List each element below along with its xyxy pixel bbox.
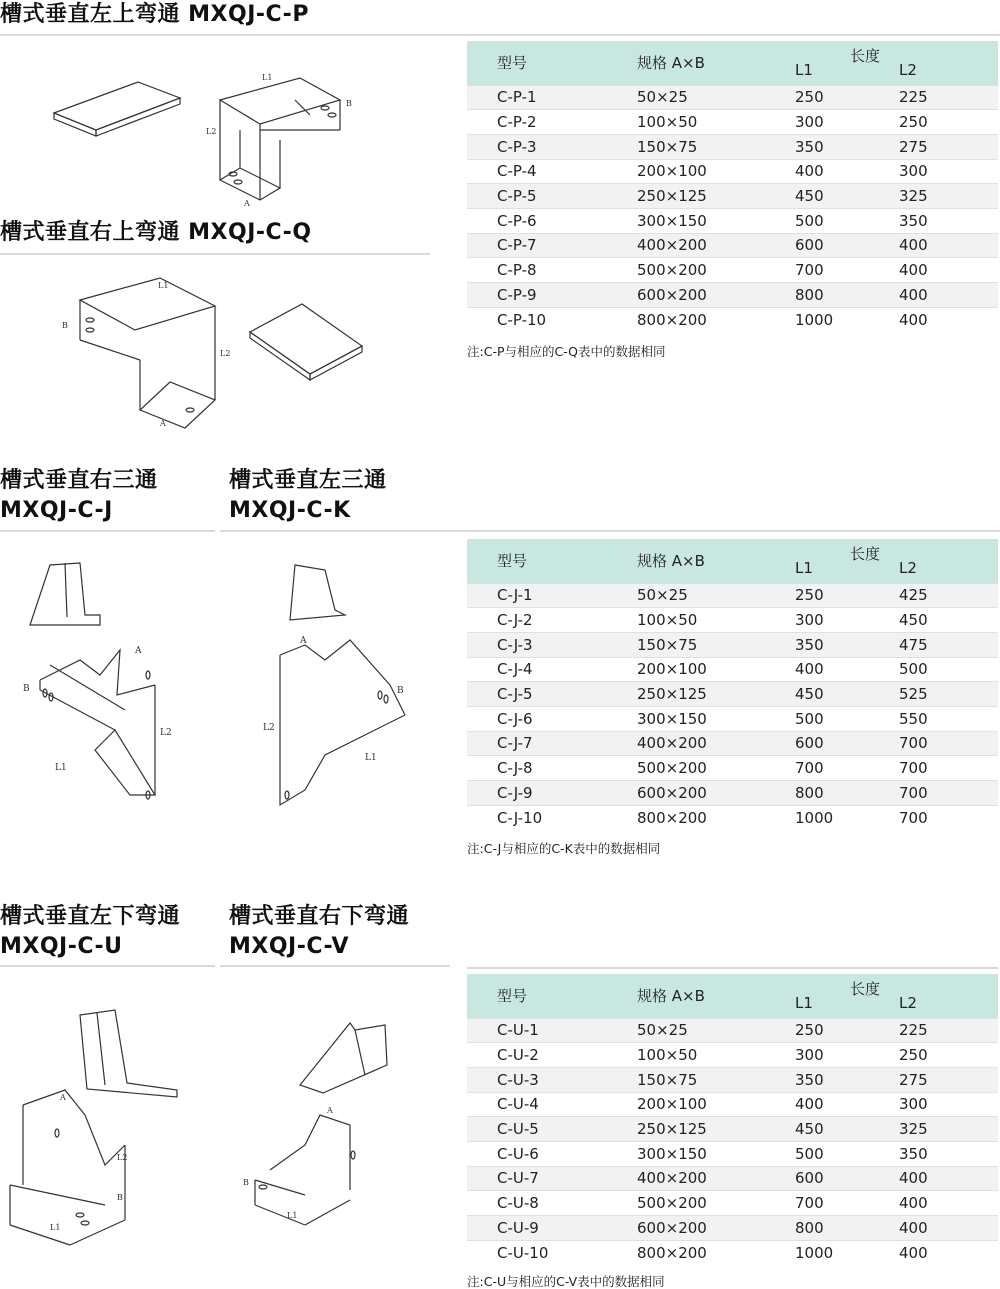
- label-v-a: A: [327, 1106, 333, 1115]
- header-spec: 规格 A×B: [637, 987, 705, 1006]
- table-row: C-U-4 200×100 400 300: [467, 1092, 998, 1117]
- label-q-l1: L1: [158, 281, 169, 290]
- diagram-right-up-elbow: [40, 270, 370, 440]
- section-u-title: 槽式垂直左下弯通: [0, 904, 181, 929]
- table-row: C-P-7 400×200 600 400: [467, 233, 998, 258]
- diagram-vertical-down-elbows: [5, 1005, 425, 1265]
- table-row: C-U-2 100×50 300 250: [467, 1043, 998, 1068]
- section-p-title: 槽式垂直左上弯通 MXQJ-C-P: [0, 2, 309, 27]
- elbow-q-shape: [80, 278, 215, 428]
- header-l2-label: L2: [899, 993, 917, 1012]
- cover-plate-q-shape: [250, 304, 362, 380]
- table-p-note: 注:C-P与相应的C-Q表中的数据相同: [467, 344, 666, 359]
- spec-table-p: [467, 41, 998, 332]
- cover-plate-shape: [54, 82, 180, 136]
- label-j-l1: L1: [55, 763, 67, 773]
- section-table3-divider: [467, 967, 998, 969]
- table-row: C-U-3 150×75 350 275: [467, 1067, 998, 1092]
- label-q-b: B: [62, 321, 68, 330]
- elbow-v-shape: [255, 1023, 387, 1225]
- label-l1: L1: [262, 73, 273, 82]
- table-row: C-P-8 500×200 700 400: [467, 258, 998, 283]
- header-length: 长度: [850, 980, 881, 998]
- elbow-u-shape: [10, 1010, 177, 1245]
- header-spec: 规格 A×B: [637, 552, 705, 571]
- header-length: 长度: [850, 545, 881, 563]
- header-l1: [795, 41, 899, 85]
- section-u-code: MXQJ-C-U: [0, 934, 123, 959]
- label-k-a: A: [300, 636, 307, 646]
- label-k-l2: L2: [263, 723, 275, 733]
- table-row: C-P-6 300×150 500 350: [467, 208, 998, 233]
- table-row: C-J-10 800×200 1000 700: [467, 805, 998, 830]
- section-j-title: 槽式垂直右三通: [0, 468, 158, 493]
- section-v-title: 槽式垂直右下弯通: [229, 904, 410, 929]
- header-l1: [795, 539, 899, 583]
- diagram-left-up-elbow: [40, 70, 360, 220]
- table-row: C-J-2 100×50 300 450: [467, 608, 998, 633]
- label-j-a: A: [135, 646, 142, 656]
- section-q-divider: [0, 253, 430, 255]
- table-row: C-J-4 200×100 400 500: [467, 657, 998, 682]
- section-v-code: MXQJ-C-V: [229, 934, 350, 959]
- label-a: A: [244, 199, 250, 208]
- label-b: B: [346, 99, 352, 108]
- table-row: C-U-8 500×200 700 400: [467, 1191, 998, 1216]
- section-j-divider: [0, 530, 215, 532]
- label-l2: L2: [206, 127, 217, 136]
- table-u-note: 注:C-U与相应的C-V表中的数据相同: [467, 1274, 665, 1289]
- header-l2-label: L2: [899, 558, 917, 577]
- section-k-title: 槽式垂直左三通: [229, 468, 387, 493]
- header-l1-label: L1: [795, 60, 813, 79]
- table-row: C-U-5 250×125 450 325: [467, 1117, 998, 1142]
- label-j-l2: L2: [160, 728, 172, 738]
- diagram-vertical-tees: [5, 555, 425, 835]
- table-j-note: 注:C-J与相应的C-K表中的数据相同: [467, 841, 661, 856]
- table-row: C-P-10 800×200 1000 400: [467, 307, 998, 332]
- table-row: C-U-7 400×200 600 400: [467, 1166, 998, 1191]
- section-j-code: MXQJ-C-J: [0, 498, 113, 523]
- spec-table-u: [467, 974, 998, 1265]
- label-u-l1: L1: [50, 1223, 61, 1232]
- table-row: C-P-2 100×50 300 250: [467, 110, 998, 135]
- table-row: C-U-9 600×200 800 400: [467, 1216, 998, 1241]
- table-row: C-U-1 50×25 250 225: [467, 1018, 998, 1043]
- table-row: C-J-9 600×200 800 700: [467, 781, 998, 806]
- table-row: C-P-4 200×100 400 300: [467, 159, 998, 184]
- header-l1-label: L1: [795, 558, 813, 577]
- label-u-a: A: [60, 1093, 66, 1102]
- label-q-l2: L2: [220, 349, 231, 358]
- spec-table-j: [467, 539, 998, 830]
- elbow-shape: [220, 78, 340, 200]
- section-k-divider: [220, 530, 1000, 532]
- table-header-row: [467, 974, 998, 1018]
- table-row: C-P-5 250×125 450 325: [467, 184, 998, 209]
- header-model: 型号: [497, 987, 528, 1006]
- header-l1-label: L1: [795, 993, 813, 1012]
- label-q-a: A: [160, 419, 166, 428]
- header-model: 型号: [497, 552, 528, 571]
- table-row: C-U-6 300×150 500 350: [467, 1141, 998, 1166]
- label-v-l1: L1: [287, 1211, 298, 1220]
- table-row: C-J-1 50×25 250 425: [467, 583, 998, 608]
- table-row: C-J-5 250×125 450 525: [467, 682, 998, 707]
- table-row: C-P-9 600×200 800 400: [467, 283, 998, 308]
- label-k-l1: L1: [365, 753, 377, 763]
- table-row: C-P-3 150×75 350 275: [467, 134, 998, 159]
- table-row: C-J-8 500×200 700 700: [467, 756, 998, 781]
- header-l2: [850, 41, 998, 85]
- label-j-b: B: [23, 684, 30, 694]
- table-row: C-J-3 150×75 350 475: [467, 632, 998, 657]
- header-length: 长度: [850, 47, 881, 65]
- table-header-row: [467, 41, 998, 85]
- section-q-title: 槽式垂直右上弯通 MXQJ-C-Q: [0, 220, 312, 245]
- section-v-divider: [220, 965, 450, 967]
- tee-k-shape: [280, 565, 405, 805]
- header-spec: 规格 A×B: [637, 54, 705, 73]
- section-u-divider: [0, 965, 215, 967]
- section-k-code: MXQJ-C-K: [229, 498, 351, 523]
- header-l2: [850, 539, 998, 583]
- label-u-l2: L2: [117, 1153, 128, 1162]
- label-v-b: B: [243, 1178, 249, 1187]
- table-row: C-P-1 50×25 250 225: [467, 85, 998, 110]
- tee-j-shape: [30, 563, 155, 799]
- header-l2-label: L2: [899, 60, 917, 79]
- label-u-b: B: [117, 1193, 123, 1202]
- header-model: 型号: [497, 54, 528, 73]
- table-row: C-J-7 400×200 600 700: [467, 731, 998, 756]
- header-l1: [795, 974, 899, 1018]
- section-p-divider: [0, 34, 1000, 36]
- header-l2: [850, 974, 998, 1018]
- table-row: C-J-6 300×150 500 550: [467, 706, 998, 731]
- table-row: C-U-10 800×200 1000 400: [467, 1240, 998, 1265]
- label-k-b: B: [397, 686, 404, 696]
- table-header-row: [467, 539, 998, 583]
